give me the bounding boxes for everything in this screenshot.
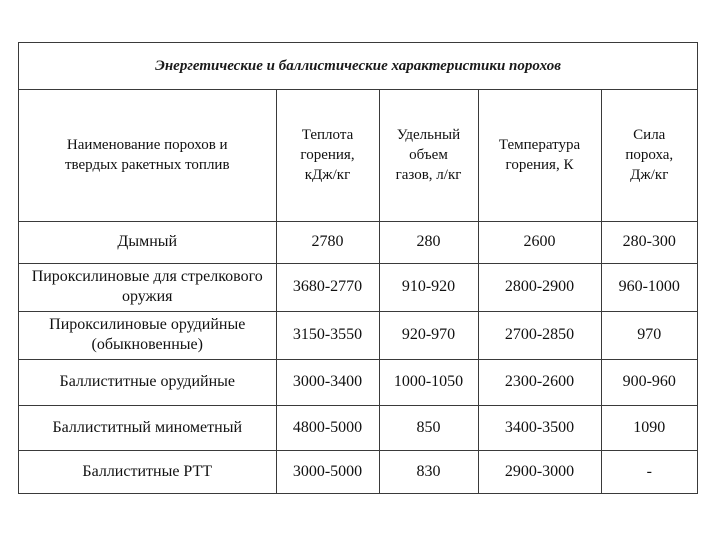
- table-row: [19, 221, 697, 263]
- row-name: Баллиститный минометный: [19, 405, 276, 450]
- row-volume: 280: [379, 221, 478, 263]
- row-name: Пироксилиновые орудийные (обыкновенные): [19, 311, 276, 359]
- header-volume: Удельный объем газов, л/кг: [379, 89, 478, 221]
- row-temp: 2300-2600: [478, 359, 601, 405]
- row-force: 280-300: [601, 221, 697, 263]
- row-force: 970: [601, 311, 697, 359]
- characteristics-table: [19, 89, 697, 493]
- row-heat: 3000-3400: [276, 359, 379, 405]
- header-temp: Температура горения, К: [478, 89, 601, 221]
- row-temp: 2600: [478, 221, 601, 263]
- table-row: [19, 450, 697, 493]
- row-name: Пироксилиновые для стрелкового оружия: [19, 263, 276, 311]
- row-heat: 2780: [276, 221, 379, 263]
- row-heat: 3680-2770: [276, 263, 379, 311]
- row-force: 960-1000: [601, 263, 697, 311]
- table-row: [19, 311, 697, 359]
- row-force: 1090: [601, 405, 697, 450]
- row-heat: 3150-3550: [276, 311, 379, 359]
- row-volume: 850: [379, 405, 478, 450]
- row-temp: 2800-2900: [478, 263, 601, 311]
- row-heat: 4800-5000: [276, 405, 379, 450]
- row-temp: 3400-3500: [478, 405, 601, 450]
- header-row: [19, 89, 697, 221]
- row-volume: 920-970: [379, 311, 478, 359]
- table-title: Энергетические и баллистические характеристики порохов: [19, 43, 697, 90]
- table-row: [19, 263, 697, 311]
- table-row: [19, 405, 697, 450]
- row-volume: 910-920: [379, 263, 478, 311]
- row-name: Баллиститные РТТ: [19, 450, 276, 493]
- row-force: -: [646, 462, 652, 480]
- table-row: [19, 359, 697, 405]
- row-heat: 3000-5000: [276, 450, 379, 493]
- header-name: Наименование порохов и твердых ракетных топлив: [19, 89, 276, 221]
- row-temp: 2900-3000: [478, 450, 601, 493]
- row-volume: 1000-1050: [379, 359, 478, 405]
- row-force: 900-960: [601, 359, 697, 405]
- row-temp: 2700-2850: [478, 311, 601, 359]
- row-name: Баллиститные орудийные: [19, 359, 276, 405]
- row-name: Дымный: [19, 221, 276, 263]
- row-volume: 830: [379, 450, 478, 493]
- table-frame: [18, 42, 698, 494]
- header-force: Сила пороха, Дж/кг: [601, 89, 697, 221]
- header-heat: Теплота горения, кДж/кг: [276, 89, 379, 221]
